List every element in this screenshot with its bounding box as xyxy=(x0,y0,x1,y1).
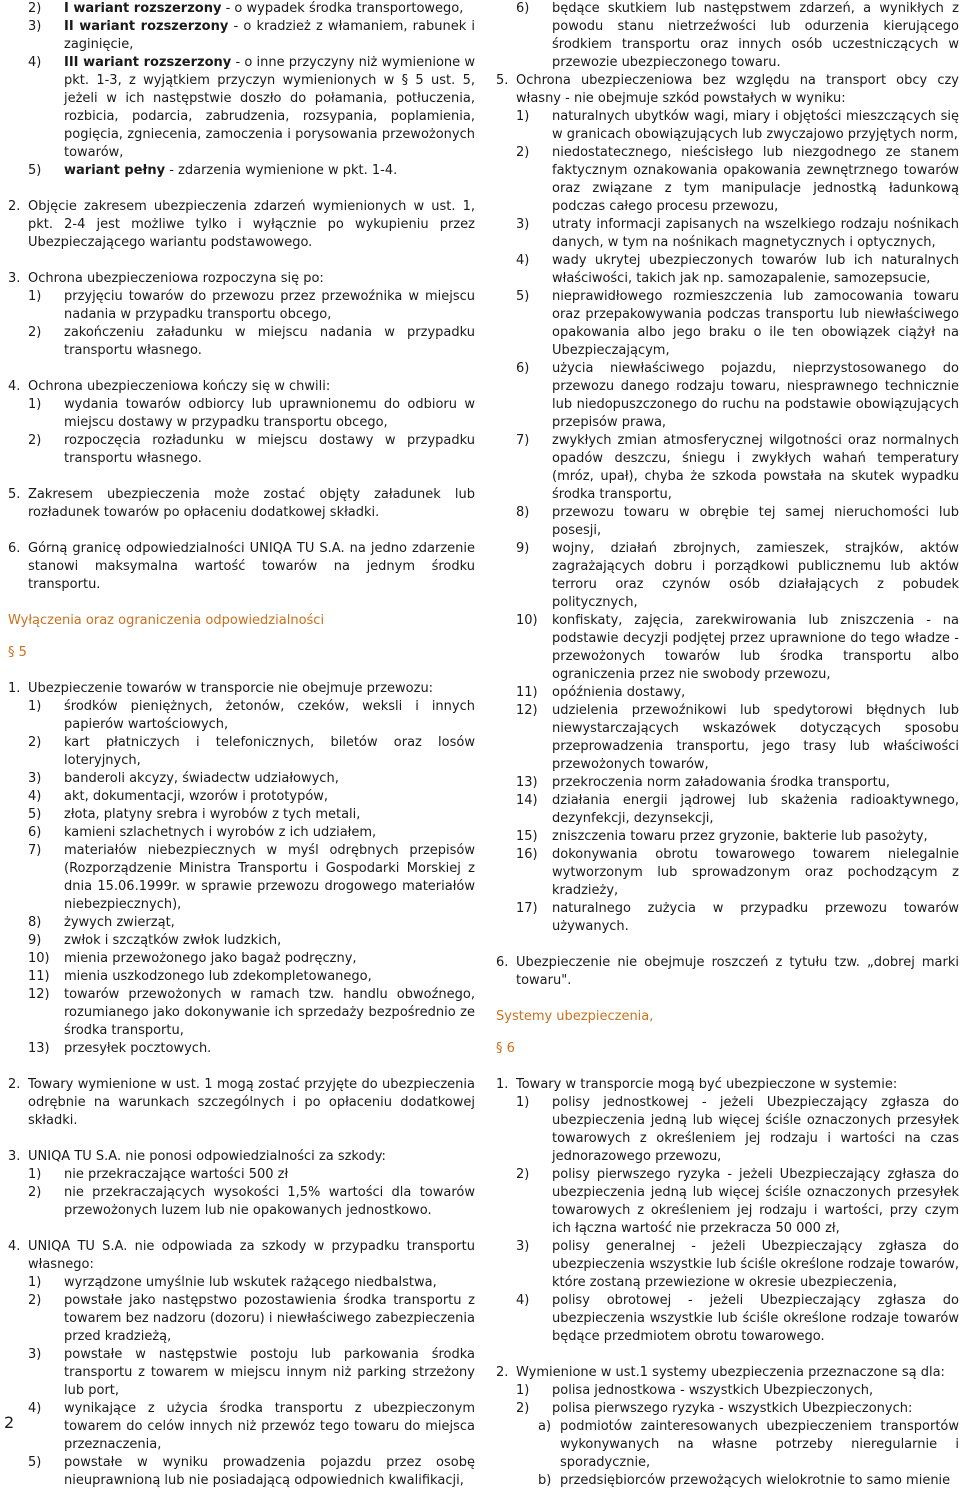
list-item: 2) polisy pierwszego ryzyka - jeżeli Ubezpieczający zgłasza do ubezpieczenia jedną lub więcej ściśle oznaczonych przesyłek towarowych z określeniem jej rodzaju i wartości, przy czym ich łączna wartość nie przekracza 50 000 zł, xyxy=(516,1167,959,1236)
list-item: 3) banderoli akcyzy, świadectw udziałowych, xyxy=(28,771,339,786)
list-item: 9) wojny, działań zbrojnych, zamieszek, strajków, aktów zagrażających dobru i porządkowi publicznemu lub aktów terroru oraz czynów osób działających z pobudek politycznych, xyxy=(516,541,959,610)
list-subitem: a) podmiotów zainteresowanych ubezpieczeniem transportów wykonywanych na własne potrzeby nieregularnie i sporadycznie, xyxy=(538,1419,959,1470)
paragraph-s5: 5. Ochrona ubezpieczeniowa bez względu na transport obcy czy własny - nie obejmuje szkód powstałych w wyniku: xyxy=(496,73,959,106)
list-item: 15) zniszczenia towaru przez gryzonie, bakterie lub pasożyty, xyxy=(516,829,928,844)
list-item: 5) złota, platyny srebra i wyrobów z tych metali, xyxy=(28,807,361,822)
list-item: 7) zwykłych zmian atmosferycznej wilgotności oraz normalnych opadów deszczu, śniegu i zwykłych wahań temperatury (mróz, upał), chyba że szkoda powstała na skutek wypadku środka transportu, xyxy=(516,433,959,502)
variant-item: 3) II wariant rozszerzony - o kradzież z włamaniem, rabunek i zaginięcie, xyxy=(28,19,475,52)
section-heading: Wyłączenia oraz ograniczenia odpowiedzialności xyxy=(8,613,325,628)
section-number: § 5 xyxy=(8,645,27,660)
paragraph-2: 2. Objęcie zakresem ubezpieczenia zdarzeń wymienionych w ust. 1, pkt. 2-4 jest możliwe tylko i wyłącznie po wykupieniu przez Ubezpieczającego wariantu podstawowego. xyxy=(8,199,475,250)
list-item: 4) polisy obrotowej - jeżeli Ubezpieczający zgłasza do ubezpieczenia wszystkie lub ściśle określone rodzaje towarów będące przedmiotem obrotu towarowego. xyxy=(516,1293,959,1344)
page-number: 2 xyxy=(4,1413,15,1432)
list-item: 4) wady ukrytej ubezpieczonych towarów lub ich naturalnych właściwości, takich jak np. samozapalenie, samozepsucie, xyxy=(516,253,959,286)
list-item: 3) polisy generalnej - jeżeli Ubezpieczający zgłasza do ubezpieczenia wszystkie lub ściśle określone rodzaje towarów, które zostaną przewiezione w okresie ubezpieczenia, xyxy=(516,1239,959,1290)
paragraph-3: 3. Ochrona ubezpieczeniowa rozpoczyna się po: xyxy=(8,271,324,286)
list-item: 8) przewozu towaru w obrębie tej samej nieruchomości lub posesji, xyxy=(516,505,959,538)
list-item: 4) wynikające z użycia środka transportu z ubezpieczonym towarem do celów innych niż przewóz tego towaru do miejsca przeznaczenia, xyxy=(28,1401,475,1452)
paragraph-s4: 4. UNIQA TU S.A. nie odpowiada za szkody w przypadku transportu własnego: xyxy=(8,1239,475,1272)
list-item: 13) przekroczenia norm załadowania środka transportu, xyxy=(516,775,891,790)
list-item: 7) materiałów niebezpiecznych w myśl odrębnych przepisów (Rozporządzenie Ministra Transportu i Gospodarki Morskiej z dnia 15.06.1999r. w sprawie przewozu drogowego materiałów niebezpiecznych), xyxy=(28,843,475,912)
list-item: 2) polisa pierwszego ryzyka - wszystkich Ubezpieczonych: xyxy=(516,1401,913,1416)
list-item: 3) utraty informacji zapisanych na wszelkiego rodzaju nośnikach danych, w tym na nośnikach magnetycznych i optycznych, xyxy=(516,217,959,250)
list-item: 5) nieprawidłowego rozmieszczenia lub zamocowania towaru oraz przepakowywania podczas transportu lub niewłaściwego opakowania albo jego braku o ile ten obowiązek ciążył na Ubezpieczającym, xyxy=(516,289,959,358)
list-item: 2) zakończeniu załadunku w miejscu nadania w przypadku transportu własnego. xyxy=(28,325,475,358)
paragraph-t1: 1. Towary w transporcie mogą być ubezpieczone w systemie: xyxy=(496,1077,898,1092)
list-subitem: b) przedsiębiorców przewożących wielokrotnie to samo mienie xyxy=(538,1473,951,1488)
list-item: 6) użycia niewłaściwego pojazdu, nieprzystosowanego do przewozu danego rodzaju towaru, niesprawnego technicznie lub niedopuszczonego do ruchu na podstawie obowiązujących przepisów prawa, xyxy=(516,361,959,430)
left-column xyxy=(8,0,475,1490)
list-item: 1) wyrządzone umyślnie lub wskutek rażącego niedbalstwa, xyxy=(28,1275,437,1290)
list-item: 13) przesyłek pocztowych. xyxy=(28,1041,212,1056)
list-item: 10) mienia przewożonego jako bagaż podręczny, xyxy=(28,951,357,966)
list-item: 14) działania energii jądrowej lub skażenia radioaktywnego, dezynfekcji, dezynsekcji, xyxy=(516,793,959,826)
list-item: 16) dokonywania obrotu towarowego towarem nielegalnie wytworzonym lub sprowadzonym oraz pochodzącym z kradzieży, xyxy=(516,847,959,898)
list-item: 11) opóźnienia dostawy, xyxy=(516,685,686,700)
paragraph-5: 5. Zakresem ubezpieczenia może zostać objęty załadunek lub rozładunek towarów po opłaceniu dodatkowej składki. xyxy=(8,487,475,520)
list-item: 1) polisa jednostkowa - wszystkich Ubezpieczonych, xyxy=(516,1383,874,1398)
variant-item: 4) III wariant rozszerzony - o inne przyczyny niż wymienione w pkt. 1-3, z wyjątkiem przyczyn wymienionych w § 5 ust. 5, jeżeli w ich następstwie doszło do połamania, potłuczenia, rozbicia, podarcia, zabrudzenia, rozsypania, poplamienia, pogięcia, zgniecenia, zamoczenia i porysowania przewożonych towarów, xyxy=(28,55,475,160)
paragraph-t2: 2. Wymienione w ust.1 systemy ubezpieczenia przeznaczone są dla: xyxy=(496,1365,945,1380)
paragraph-s6: 6. Ubezpieczenie nie obejmuje roszczeń z tytułu tzw. „dobrej marki towaru". xyxy=(496,955,959,988)
list-item: 1) naturalnych ubytków wagi, miary i objętości mieszczących się w granicach obowiązujących lub zwyczajowo przyjętych norm, xyxy=(516,109,959,142)
variant-item: 2) I wariant rozszerzony - o wypadek środka transportowego, xyxy=(28,1,464,16)
variant-item: 5) wariant pełny - zdarzenia wymienione w pkt. 1-4. xyxy=(28,163,398,178)
list-item: 12) udzielenia przewoźnikowi lub spedytorowi błędnych lub niewystarczających wskazówek dotyczących sposobu przeprowadzenia transportu, jego trasy lub właściwości przewożonych towarów, xyxy=(516,703,959,772)
list-item: 3) powstałe w następstwie postoju lub parkowania środka transportu z towarem w miejscu innym niż parking strzeżony lub port, xyxy=(28,1347,475,1398)
list-item: 11) mienia uszkodzonego lub zdekompletowanego, xyxy=(28,969,372,984)
paragraph-s3: 3. UNIQA TU S.A. nie ponosi odpowiedzialności za szkody: xyxy=(8,1149,386,1164)
list-item: 8) żywych zwierząt, xyxy=(28,915,175,930)
paragraph-6: 6. Górną granicę odpowiedzialności UNIQA TU S.A. na jedno zdarzenie stanowi maksymalna wartość towarów na jednym środku transportu. xyxy=(8,541,475,592)
list-item: 1) polisy jednostkowej - jeżeli Ubezpieczający zgłasza do ubezpieczenia jedną lub więcej ściśle oznaczonych przesyłek towarowych z określeniem jej rodzaju i wartości na czas jednorazowego przewozu, xyxy=(516,1095,959,1164)
right-column xyxy=(496,0,959,1490)
list-item: 2) rozpoczęcia rozładunku w miejscu dostawy w przypadku transportu własnego. xyxy=(28,433,475,466)
paragraph-s1: 1. Ubezpieczenie towarów w transporcie nie obejmuje przewozu: xyxy=(8,681,434,696)
list-item: 2) powstałe jako następstwo pozostawienia środka transportu z towarem bez nadzoru (dozoru) i niewłaściwego zabezpieczenia przed kradzieżą, xyxy=(28,1293,475,1344)
list-item: 4) akt, dokumentacji, wzorów i prototypów, xyxy=(28,789,329,804)
section-heading: Systemy ubezpieczenia, xyxy=(496,1009,654,1024)
list-item: 2) kart płatniczych i telefonicznych, biletów oraz losów loteryjnych, xyxy=(28,735,475,768)
list-item: 2) niedostatecznego, nieścisłego lub niezgodnego ze stanem faktycznym oznakowania opakowania zewnętrznego towarów oraz związane z tym manipulacje jednostką ładunkową podczas całego procesu przewozu, xyxy=(516,145,959,214)
list-item: 5) powstałe w wyniku prowadzenia pojazdu przez osobę nieuprawnioną lub nie posiadającą odpowiednich kwalifikacji, xyxy=(28,1455,475,1488)
list-item: 12) towarów przewożonych w ramach tzw. handlu obwoźnego, rozumianego jako dokonywanie ich sprzedaży bezpośrednio ze środka transportu, xyxy=(28,987,475,1038)
list-item: 6) kamieni szlachetnych i wyrobów z ich udziałem, xyxy=(28,825,377,840)
list-item: 1) środków pieniężnych, żetonów, czeków, weksli i innych papierów wartościowych, xyxy=(28,699,475,732)
paragraph-4: 4. Ochrona ubezpieczeniowa kończy się w chwili: xyxy=(8,379,331,394)
list-item: 1) nie przekraczające wartości 500 zł xyxy=(28,1167,289,1182)
list-item: 9) zwłok i szczątków zwłok ludzkich, xyxy=(28,933,282,948)
list-item: 17) naturalnego zużycia w przypadku przewozu towarów używanych. xyxy=(516,901,959,934)
list-item: 1) przyjęciu towarów do przewozu przez przewoźnika w miejscu nadania w przypadku transportu obcego, xyxy=(28,289,475,322)
list-item: 10) konfiskaty, zajęcia, zarekwirowania lub zniszczenia - na podstawie decyzji podjętej przez uprawnione do tego władze - przewożonych towarów lub środka transportu albo ograniczenia przez nie swobody przewozu, xyxy=(516,613,959,682)
paragraph-s2: 2. Towary wymienione w ust. 1 mogą zostać przyjęte do ubezpieczenia odrębnie na warunkach szczególnych i po opłaceniu dodatkowej składki. xyxy=(8,1077,475,1128)
list-item: 1) wydania towarów odbiorcy lub uprawnionemu do odbioru w miejscu dostawy w przypadku transportu obcego, xyxy=(28,397,475,430)
list-item: 2) nie przekraczających wysokości 1,5% wartości dla towarów przewożonych luzem lub nie opakowanych jednostkowo. xyxy=(28,1185,475,1218)
list-item: 6) będące skutkiem lub następstwem zdarzeń, a wynikłych z powodu stanu nietrzeźwości lub odurzenia kierującego środkiem transportu oraz innych osób uczestniczących w przewozie ubezpieczonego towaru. xyxy=(516,1,959,70)
section-number: § 6 xyxy=(496,1041,515,1056)
